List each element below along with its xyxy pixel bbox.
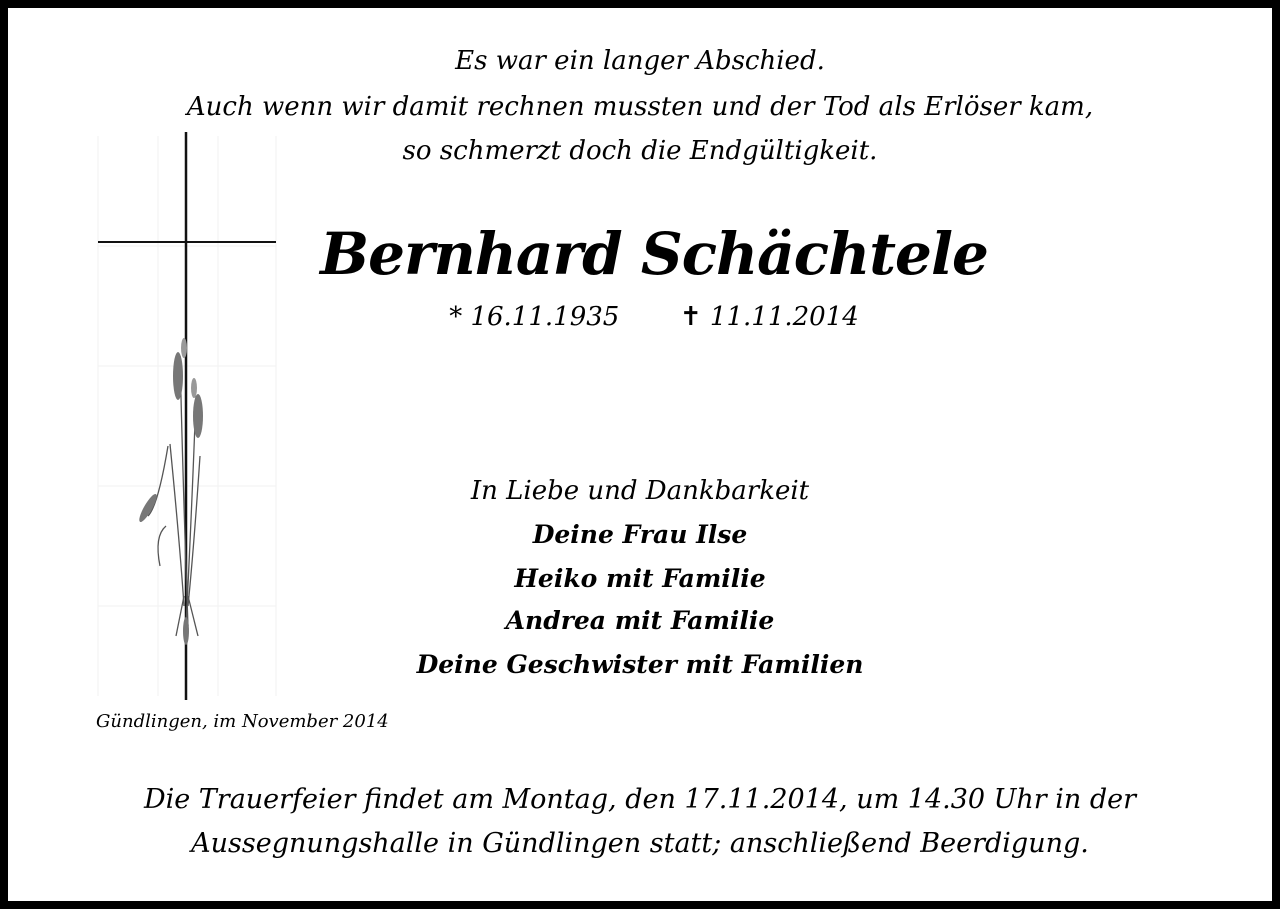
intro-line-2: Auch wenn wir damit rechnen mussten und der Tod als Erlöser kam, <box>186 92 1094 122</box>
cross-with-wheat-icon <box>88 126 288 706</box>
intro-line-1: Es war ein langer Abschied. <box>455 46 825 76</box>
deceased-name: Bernhard Schächtele <box>320 220 988 288</box>
intro-line-3: so schmerzt doch die Endgültigkeit. <box>402 136 878 166</box>
mourner-name: Andrea mit Familie <box>505 606 775 635</box>
mourner-name: Heiko mit Familie <box>514 564 766 593</box>
star-icon: * <box>449 302 463 332</box>
death-date: 11.11.2014 <box>709 302 859 332</box>
birth-date: 16.11.1935 <box>470 302 620 332</box>
funeral-notice-line-2: Aussegnungshalle in Gündlingen statt; anschließend Beerdigung. <box>191 828 1089 859</box>
mourner-name: Deine Frau Ilse <box>532 520 748 549</box>
cross-icon: ✝ <box>679 302 702 332</box>
mourners-heading: In Liebe und Dankbarkeit <box>470 476 810 506</box>
mourner-name: Deine Geschwister mit Familien <box>416 650 864 679</box>
place-and-date: Gündlingen, im November 2014 <box>96 711 389 732</box>
funeral-notice-line-1: Die Trauerfeier findet am Montag, den 17.11.2014, um 14.30 Uhr in der <box>143 784 1137 815</box>
